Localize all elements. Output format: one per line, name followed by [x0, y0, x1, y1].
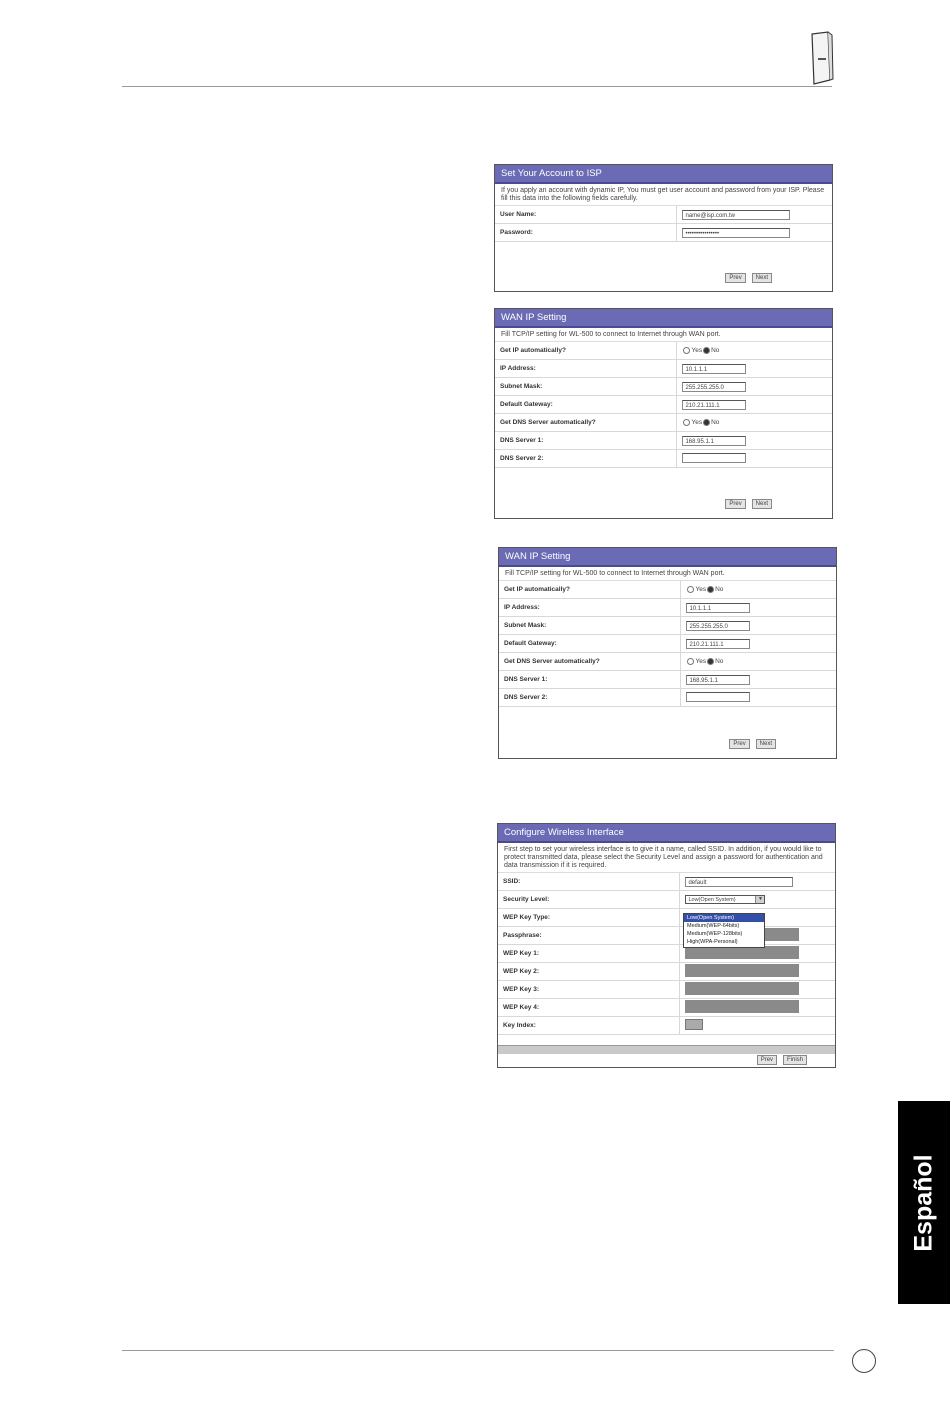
yes-radio[interactable] [683, 419, 690, 426]
yes-label: Yes [691, 419, 703, 427]
table-row [499, 671, 836, 689]
ssid-input[interactable]: default [685, 877, 793, 887]
no-radio[interactable] [703, 347, 710, 354]
table-row [495, 206, 832, 224]
get-ip-auto-label: Get IP automatically? [495, 342, 677, 360]
no-radio[interactable] [703, 419, 710, 426]
security-level-label: Security Level: [498, 891, 680, 909]
dns-server-1-input[interactable]: 168.95.1.1 [686, 675, 750, 685]
passphrase-label: Passphrase: [498, 927, 680, 945]
wep-key-4-input[interactable] [685, 1000, 799, 1013]
user-name-label: User Name: [495, 206, 677, 224]
table-row [498, 891, 835, 909]
subnet-mask-label: Subnet Mask: [499, 617, 681, 635]
wan-ip-panel-2 [498, 547, 837, 759]
table-row [498, 1017, 835, 1035]
panel-title: WAN IP Setting [499, 548, 836, 567]
default-gateway-input[interactable]: 210.21.111.1 [682, 400, 746, 410]
table-row [499, 635, 836, 653]
wireless-config-panel [497, 823, 836, 1068]
table-row [495, 224, 832, 242]
footer-rule [122, 1350, 834, 1351]
panel-description: Fill TCP/IP setting for WL-500 to connect to Internet through WAN port. [499, 567, 836, 581]
dns-server-1-input[interactable]: 168.95.1.1 [682, 436, 746, 446]
dns-server-2-label: DNS Server 2: [495, 450, 677, 468]
table-row [495, 378, 832, 396]
subnet-mask-input[interactable]: 255.255.255.0 [686, 621, 750, 631]
default-gateway-label: Default Gateway: [499, 635, 681, 653]
wep-key-2-input[interactable] [685, 964, 799, 977]
table-row [495, 432, 832, 450]
chevron-down-icon[interactable]: ▼ [755, 896, 764, 903]
prev-button[interactable]: Prev [729, 739, 749, 749]
no-radio[interactable] [707, 658, 714, 665]
get-dns-auto-label: Get DNS Server automatically? [495, 414, 677, 432]
yes-radio[interactable] [687, 658, 694, 665]
table-row [499, 689, 836, 707]
dropdown-option[interactable]: Medium(WEP-128bits) [687, 931, 743, 937]
table-row [495, 414, 832, 432]
panel-title: WAN IP Setting [495, 309, 832, 328]
prev-button[interactable]: Prev [757, 1055, 777, 1065]
panel-description: If you apply an account with dynamic IP, You must get user account and password from your ISP. Please fill this data into the following fields carefully. [495, 184, 832, 206]
table-row [498, 873, 835, 891]
key-index-label: Key Index: [498, 1017, 680, 1035]
key-index-select[interactable] [685, 1019, 703, 1030]
table-row [498, 981, 835, 999]
default-gateway-label: Default Gateway: [495, 396, 677, 414]
wep-key-3-input[interactable] [685, 982, 799, 995]
no-label: No [711, 419, 720, 427]
table-row [499, 617, 836, 635]
table-row [498, 999, 835, 1017]
table-row [495, 342, 832, 360]
no-label: No [715, 586, 724, 594]
finish-button[interactable]: Finish [783, 1055, 807, 1065]
dns-server-1-label: DNS Server 1: [495, 432, 677, 450]
subnet-mask-input[interactable]: 255.255.255.0 [682, 382, 746, 392]
panel-title: Set Your Account to ISP [495, 165, 832, 184]
no-radio[interactable] [707, 586, 714, 593]
dropdown-option[interactable]: Medium(WEP-64bits) [687, 923, 740, 929]
prev-button[interactable]: Prev [725, 273, 745, 283]
next-button[interactable]: Next [756, 739, 776, 749]
table-row [498, 963, 835, 981]
no-label: No [715, 658, 724, 666]
subnet-mask-label: Subnet Mask: [495, 378, 677, 396]
wep-key-3-label: WEP Key 3: [498, 981, 680, 999]
user-name-input[interactable]: name@isp.com.tw [682, 210, 790, 220]
password-input[interactable]: •••••••••••••••• [682, 228, 790, 238]
table-row [498, 945, 835, 963]
dropdown-option[interactable]: High(WPA-Personal) [687, 939, 738, 945]
wep-key-4-label: WEP Key 4: [498, 999, 680, 1017]
panel-description: First step to set your wireless interface is to give it a name, called SSID. In addition, if you would like to protect transmitted data, please select the Security Level and assign a password for authentication and data transmission if it is required. [498, 843, 835, 873]
table-row [499, 599, 836, 617]
dns-server-2-input[interactable] [686, 692, 750, 702]
wep-key-type-label: WEP Key Type: [498, 909, 680, 927]
dropdown-option[interactable]: Low(Open System) [684, 914, 764, 922]
security-level-select[interactable] [685, 895, 765, 904]
panel-title: Configure Wireless Interface [498, 824, 835, 843]
ssid-label: SSID: [498, 873, 680, 891]
next-button[interactable]: Next [752, 273, 772, 283]
panel-description: Fill TCP/IP setting for WL-500 to connect to Internet through WAN port. [495, 328, 832, 342]
password-label: Password: [495, 224, 677, 242]
yes-label: Yes [695, 658, 707, 666]
get-ip-auto-label: Get IP automatically? [499, 581, 681, 599]
table-row [499, 581, 836, 599]
wep-key-2-label: WEP Key 2: [498, 963, 680, 981]
ip-address-input[interactable]: 10.1.1.1 [682, 364, 746, 374]
ip-address-label: IP Address: [495, 360, 677, 378]
yes-label: Yes [691, 347, 703, 355]
next-button[interactable]: Next [752, 499, 772, 509]
wan-ip-panel-1 [494, 308, 833, 519]
no-label: No [711, 347, 720, 355]
table-row [499, 653, 836, 671]
horizontal-scrollbar[interactable] [498, 1045, 835, 1054]
table-row [495, 396, 832, 414]
isp-account-panel [494, 164, 833, 292]
wep-key-1-label: WEP Key 1: [498, 945, 680, 963]
get-dns-auto-label: Get DNS Server automatically? [499, 653, 681, 671]
table-row [495, 360, 832, 378]
prev-button[interactable]: Prev [725, 499, 745, 509]
header-rule [122, 86, 832, 87]
yes-radio[interactable] [683, 347, 690, 354]
yes-radio[interactable] [687, 586, 694, 593]
dns-server-2-input[interactable] [682, 453, 746, 463]
dns-server-1-label: DNS Server 1: [499, 671, 681, 689]
ip-address-label: IP Address: [499, 599, 681, 617]
table-row [495, 450, 832, 468]
table-row [498, 927, 835, 945]
dns-server-2-label: DNS Server 2: [499, 689, 681, 707]
security-level-value: Low(Open System) [688, 897, 736, 903]
table-row [498, 909, 835, 927]
language-tab [898, 1101, 950, 1304]
router-icon [806, 30, 834, 86]
yes-label: Yes [695, 586, 707, 594]
ip-address-input[interactable]: 10.1.1.1 [686, 603, 750, 613]
default-gateway-input[interactable]: 210.21.111.1 [686, 639, 750, 649]
security-level-dropdown [683, 913, 765, 948]
page-number-badge [852, 1349, 876, 1373]
language-tab-label: Español [909, 1153, 938, 1252]
